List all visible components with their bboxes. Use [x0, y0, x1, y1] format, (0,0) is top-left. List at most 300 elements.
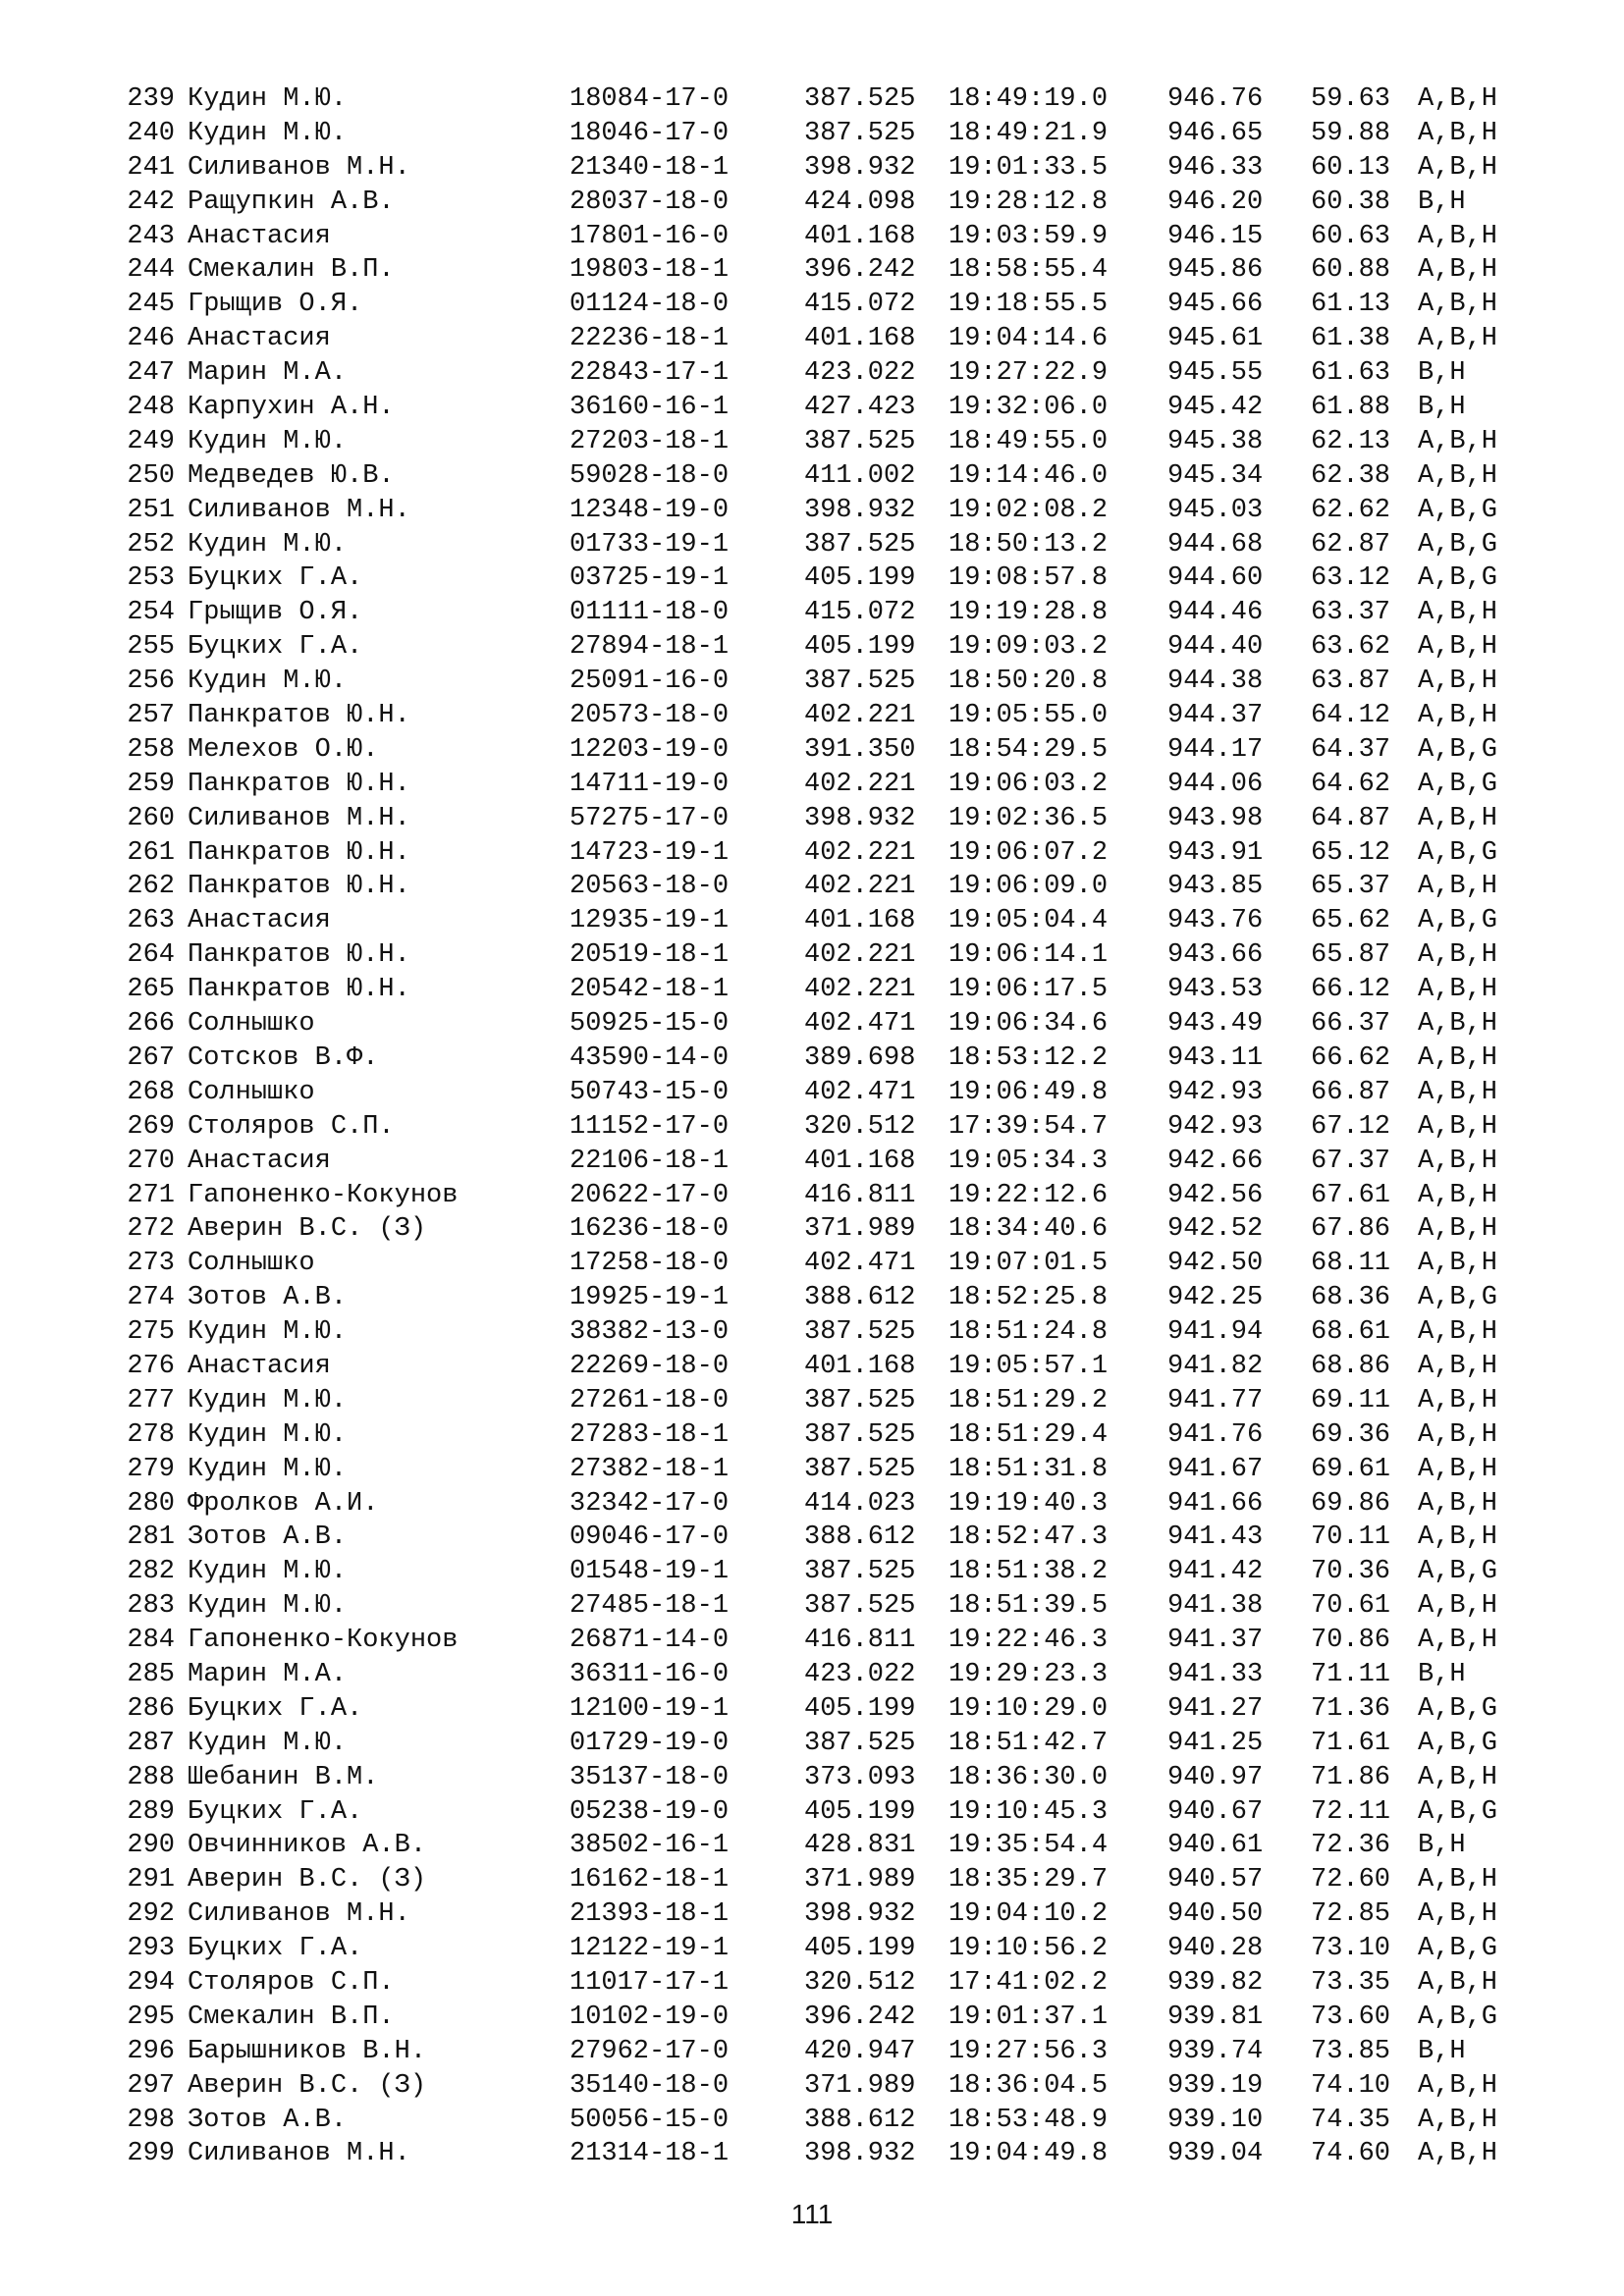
- table-row: [0, 391, 1624, 425]
- points: 63.37: [1311, 598, 1391, 628]
- table-row: [0, 1863, 1624, 1897]
- ring-number: 21340-18-1: [569, 152, 730, 183]
- points: 65.12: [1311, 837, 1391, 868]
- speed: 941.82: [1167, 1351, 1264, 1381]
- table-row: [0, 322, 1624, 356]
- distance: 391.350: [804, 734, 916, 765]
- row-number: 259: [127, 769, 175, 799]
- table-row: [0, 220, 1624, 254]
- points: 67.61: [1311, 1180, 1391, 1210]
- row-number: 270: [127, 1146, 175, 1176]
- owner-name: Силиванов М.Н.: [188, 803, 410, 833]
- arrival-time: 19:04:10.2: [948, 1899, 1109, 1930]
- owner-name: Столяров С.П.: [188, 1111, 395, 1142]
- row-number: 253: [127, 563, 175, 594]
- owner-name: Гапоненко-Кокунов: [188, 1626, 459, 1656]
- flags: A,B,H: [1418, 426, 1498, 456]
- row-number: 243: [127, 221, 175, 251]
- distance: 398.932: [804, 152, 916, 183]
- flags: A,B,G: [1418, 529, 1498, 560]
- row-number: 245: [127, 290, 175, 320]
- owner-name: Анастасия: [188, 906, 331, 936]
- flags: A,B,G: [1418, 769, 1498, 799]
- row-number: 258: [127, 734, 175, 765]
- owner-name: Марин М.А.: [188, 358, 348, 389]
- table-row: [0, 904, 1624, 938]
- row-number: 294: [127, 1967, 175, 1998]
- flags: B,H: [1418, 1831, 1466, 1861]
- speed: 940.67: [1167, 1796, 1264, 1827]
- ring-number: 21314-18-1: [569, 2139, 730, 2169]
- distance: 398.932: [804, 2139, 916, 2169]
- owner-name: Овчинников А.В.: [188, 1831, 427, 1861]
- points: 74.35: [1311, 2105, 1391, 2135]
- ring-number: 01124-18-0: [569, 290, 730, 320]
- distance: 423.022: [804, 358, 916, 389]
- points: 71.86: [1311, 1762, 1391, 1792]
- points: 73.10: [1311, 1934, 1391, 1964]
- speed: 945.66: [1167, 290, 1264, 320]
- owner-name: Силиванов М.Н.: [188, 152, 410, 183]
- arrival-time: 19:05:04.4: [948, 906, 1109, 936]
- distance: 401.168: [804, 221, 916, 251]
- arrival-time: 19:06:34.6: [948, 1009, 1109, 1040]
- owner-name: Смекалин В.П.: [188, 2002, 395, 2032]
- row-number: 285: [127, 1659, 175, 1689]
- distance: 387.525: [804, 118, 916, 148]
- ring-number: 50056-15-0: [569, 2105, 730, 2135]
- arrival-time: 18:51:42.7: [948, 1728, 1109, 1758]
- owner-name: Силиванов М.Н.: [188, 1899, 410, 1930]
- ring-number: 27203-18-1: [569, 426, 730, 456]
- speed: 941.76: [1167, 1419, 1264, 1450]
- owner-name: Кудин М.Ю.: [188, 1385, 348, 1415]
- row-number: 280: [127, 1488, 175, 1519]
- owner-name: Кудин М.Ю.: [188, 1317, 348, 1348]
- arrival-time: 19:27:22.9: [948, 358, 1109, 389]
- arrival-time: 19:01:33.5: [948, 152, 1109, 183]
- row-number: 266: [127, 1009, 175, 1040]
- arrival-time: 19:27:56.3: [948, 2036, 1109, 2066]
- ring-number: 36160-16-1: [569, 393, 730, 423]
- table-row: [0, 2137, 1624, 2171]
- speed: 946.33: [1167, 152, 1264, 183]
- owner-name: Фролков А.И.: [188, 1488, 379, 1519]
- table-row: [0, 768, 1624, 802]
- flags: A,B,G: [1418, 837, 1498, 868]
- distance: 387.525: [804, 1317, 916, 1348]
- flags: A,B,H: [1418, 1317, 1498, 1348]
- row-number: 291: [127, 1865, 175, 1896]
- flags: A,B,G: [1418, 906, 1498, 936]
- ring-number: 17258-18-0: [569, 1249, 730, 1279]
- points: 63.62: [1311, 632, 1391, 663]
- ring-number: 12122-19-1: [569, 1934, 730, 1964]
- row-number: 251: [127, 495, 175, 525]
- distance: 405.199: [804, 1693, 916, 1724]
- table-row: [0, 356, 1624, 391]
- flags: B,H: [1418, 393, 1466, 423]
- row-number: 257: [127, 701, 175, 731]
- points: 64.12: [1311, 701, 1391, 731]
- ring-number: 21393-18-1: [569, 1899, 730, 1930]
- arrival-time: 19:08:57.8: [948, 563, 1109, 594]
- table-row: [0, 1521, 1624, 1555]
- table-row: [0, 528, 1624, 562]
- flags: A,B,H: [1418, 632, 1498, 663]
- points: 72.11: [1311, 1796, 1391, 1827]
- ring-number: 18046-17-0: [569, 118, 730, 148]
- ring-number: 20573-18-0: [569, 701, 730, 731]
- table-row: [0, 186, 1624, 220]
- ring-number: 05238-19-0: [569, 1796, 730, 1827]
- row-number: 242: [127, 187, 175, 217]
- points: 67.37: [1311, 1146, 1391, 1176]
- row-number: 250: [127, 460, 175, 491]
- table-row: [0, 82, 1624, 117]
- table-row: [0, 253, 1624, 288]
- row-number: 298: [127, 2105, 175, 2135]
- row-number: 260: [127, 803, 175, 833]
- points: 68.61: [1311, 1317, 1391, 1348]
- row-number: 283: [127, 1591, 175, 1622]
- row-number: 264: [127, 940, 175, 971]
- arrival-time: 19:09:03.2: [948, 632, 1109, 663]
- arrival-time: 19:32:06.0: [948, 393, 1109, 423]
- distance: 416.811: [804, 1626, 916, 1656]
- distance: 401.168: [804, 906, 916, 936]
- points: 62.87: [1311, 529, 1391, 560]
- speed: 946.76: [1167, 84, 1264, 114]
- row-number: 295: [127, 2002, 175, 2032]
- points: 60.38: [1311, 187, 1391, 217]
- flags: A,B,H: [1418, 118, 1498, 148]
- distance: 387.525: [804, 1385, 916, 1415]
- owner-name: Анастасия: [188, 1146, 331, 1176]
- distance: 387.525: [804, 84, 916, 114]
- distance: 388.612: [804, 2105, 916, 2135]
- points: 60.88: [1311, 255, 1391, 286]
- arrival-time: 19:07:01.5: [948, 1249, 1109, 1279]
- ring-number: 11017-17-1: [569, 1967, 730, 1998]
- distance: 405.199: [804, 1796, 916, 1827]
- owner-name: Анастасия: [188, 324, 331, 354]
- ring-number: 12348-19-0: [569, 495, 730, 525]
- flags: A,B,G: [1418, 563, 1498, 594]
- row-number: 277: [127, 1385, 175, 1415]
- owner-name: Кудин М.Ю.: [188, 84, 348, 114]
- row-number: 246: [127, 324, 175, 354]
- table-row: [0, 802, 1624, 836]
- points: 71.11: [1311, 1659, 1391, 1689]
- ring-number: 38502-16-1: [569, 1831, 730, 1861]
- row-number: 248: [127, 393, 175, 423]
- distance: 415.072: [804, 290, 916, 320]
- points: 65.62: [1311, 906, 1391, 936]
- ring-number: 27894-18-1: [569, 632, 730, 663]
- arrival-time: 19:10:56.2: [948, 1934, 1109, 1964]
- owner-name: Буцких Г.А.: [188, 1693, 363, 1724]
- flags: A,B,H: [1418, 1180, 1498, 1210]
- owner-name: Панкратов Ю.Н.: [188, 837, 410, 868]
- table-row: [0, 938, 1624, 973]
- owner-name: Марин М.А.: [188, 1659, 348, 1689]
- arrival-time: 19:35:54.4: [948, 1831, 1109, 1861]
- points: 67.86: [1311, 1214, 1391, 1245]
- table-row: [0, 733, 1624, 768]
- table-row: [0, 1897, 1624, 1932]
- speed: 945.34: [1167, 460, 1264, 491]
- distance: 401.168: [804, 1351, 916, 1381]
- flags: A,B,H: [1418, 324, 1498, 354]
- page-number: 111: [790, 2199, 834, 2229]
- owner-name: Столяров С.П.: [188, 1967, 395, 1998]
- points: 66.37: [1311, 1009, 1391, 1040]
- owner-name: Аверин В.С. (З): [188, 2070, 427, 2101]
- arrival-time: 19:29:23.3: [948, 1659, 1109, 1689]
- owner-name: Буцких Г.А.: [188, 1796, 363, 1827]
- row-number: 252: [127, 529, 175, 560]
- flags: B,H: [1418, 358, 1466, 389]
- points: 70.11: [1311, 1522, 1391, 1553]
- owner-name: Барышников В.Н.: [188, 2036, 427, 2066]
- points: 74.10: [1311, 2070, 1391, 2101]
- owner-name: Зотов А.В.: [188, 1283, 348, 1313]
- speed: 944.40: [1167, 632, 1264, 663]
- speed: 944.06: [1167, 769, 1264, 799]
- owner-name: Солнышко: [188, 1249, 315, 1279]
- speed: 946.15: [1167, 221, 1264, 251]
- row-number: 276: [127, 1351, 175, 1381]
- flags: A,B,H: [1418, 1385, 1498, 1415]
- owner-name: Кудин М.Ю.: [188, 667, 348, 697]
- distance: 320.512: [804, 1967, 916, 1998]
- points: 61.13: [1311, 290, 1391, 320]
- points: 68.36: [1311, 1283, 1391, 1313]
- owner-name: Анастасия: [188, 221, 331, 251]
- speed: 941.94: [1167, 1317, 1264, 1348]
- points: 71.61: [1311, 1728, 1391, 1758]
- flags: A,B,G: [1418, 1693, 1498, 1724]
- arrival-time: 18:36:04.5: [948, 2070, 1109, 2101]
- owner-name: Кудин М.Ю.: [188, 1728, 348, 1758]
- speed: 942.93: [1167, 1111, 1264, 1142]
- owner-name: Кудин М.Ю.: [188, 426, 348, 456]
- ring-number: 14711-19-0: [569, 769, 730, 799]
- owner-name: Аверин В.С. (З): [188, 1214, 427, 1245]
- distance: 387.525: [804, 667, 916, 697]
- owner-name: Грыщив О.Я.: [188, 598, 363, 628]
- row-number: 249: [127, 426, 175, 456]
- flags: A,B,H: [1418, 803, 1498, 833]
- distance: 402.221: [804, 701, 916, 731]
- row-number: 244: [127, 255, 175, 286]
- distance: 420.947: [804, 2036, 916, 2066]
- flags: A,B,G: [1418, 2002, 1498, 2032]
- distance: 416.811: [804, 1180, 916, 1210]
- flags: A,B,H: [1418, 1111, 1498, 1142]
- distance: 371.989: [804, 1214, 916, 1245]
- owner-name: Панкратов Ю.Н.: [188, 701, 410, 731]
- flags: B,H: [1418, 1659, 1466, 1689]
- speed: 944.37: [1167, 701, 1264, 731]
- flags: A,B,G: [1418, 1283, 1498, 1313]
- points: 72.36: [1311, 1831, 1391, 1861]
- table-row: [0, 151, 1624, 186]
- row-number: 254: [127, 598, 175, 628]
- speed: 945.61: [1167, 324, 1264, 354]
- table-row: [0, 1384, 1624, 1418]
- owner-name: Аверин В.С. (З): [188, 1865, 427, 1896]
- flags: B,H: [1418, 2036, 1466, 2066]
- ring-number: 28037-18-0: [569, 187, 730, 217]
- table-row: [0, 665, 1624, 699]
- distance: 402.471: [804, 1009, 916, 1040]
- table-row: [0, 699, 1624, 733]
- ring-number: 16162-18-1: [569, 1865, 730, 1896]
- flags: A,B,H: [1418, 975, 1498, 1005]
- arrival-time: 19:19:28.8: [948, 598, 1109, 628]
- arrival-time: 18:35:29.7: [948, 1865, 1109, 1896]
- speed: 944.68: [1167, 529, 1264, 560]
- owner-name: Ращупкин А.В.: [188, 187, 395, 217]
- ring-number: 19803-18-1: [569, 255, 730, 286]
- speed: 940.50: [1167, 1899, 1264, 1930]
- row-number: 286: [127, 1693, 175, 1724]
- row-number: 256: [127, 667, 175, 697]
- flags: A,B,H: [1418, 1626, 1498, 1656]
- distance: 396.242: [804, 2002, 916, 2032]
- flags: A,B,H: [1418, 1522, 1498, 1553]
- flags: A,B,H: [1418, 598, 1498, 628]
- ring-number: 22269-18-0: [569, 1351, 730, 1381]
- distance: 387.525: [804, 1557, 916, 1587]
- speed: 944.60: [1167, 563, 1264, 594]
- ring-number: 22106-18-1: [569, 1146, 730, 1176]
- speed: 943.98: [1167, 803, 1264, 833]
- points: 60.63: [1311, 221, 1391, 251]
- flags: A,B,H: [1418, 1591, 1498, 1622]
- speed: 941.67: [1167, 1454, 1264, 1484]
- arrival-time: 19:06:49.8: [948, 1077, 1109, 1107]
- ring-number: 27261-18-0: [569, 1385, 730, 1415]
- points: 66.12: [1311, 975, 1391, 1005]
- owner-name: Солнышко: [188, 1077, 315, 1107]
- flags: A,B,H: [1418, 1865, 1498, 1896]
- row-number: 269: [127, 1111, 175, 1142]
- arrival-time: 18:54:29.5: [948, 734, 1109, 765]
- arrival-time: 18:52:25.8: [948, 1283, 1109, 1313]
- table-row: [0, 1487, 1624, 1522]
- owner-name: Силиванов М.Н.: [188, 2139, 410, 2169]
- points: 68.11: [1311, 1249, 1391, 1279]
- ring-number: 35137-18-0: [569, 1762, 730, 1792]
- ring-number: 16236-18-0: [569, 1214, 730, 1245]
- flags: A,B,H: [1418, 221, 1498, 251]
- arrival-time: 19:19:40.3: [948, 1488, 1109, 1519]
- row-number: 297: [127, 2070, 175, 2101]
- ring-number: 50743-15-0: [569, 1077, 730, 1107]
- flags: A,B,G: [1418, 1557, 1498, 1587]
- ring-number: 27283-18-1: [569, 1419, 730, 1450]
- table-row: [0, 1247, 1624, 1281]
- distance: 424.098: [804, 187, 916, 217]
- points: 67.12: [1311, 1111, 1391, 1142]
- distance: 371.989: [804, 1865, 916, 1896]
- row-number: 275: [127, 1317, 175, 1348]
- ring-number: 38382-13-0: [569, 1317, 730, 1348]
- flags: A,B,H: [1418, 1419, 1498, 1450]
- distance: 411.002: [804, 460, 916, 491]
- ring-number: 43590-14-0: [569, 1042, 730, 1073]
- arrival-time: 18:51:39.5: [948, 1591, 1109, 1622]
- arrival-time: 19:22:12.6: [948, 1180, 1109, 1210]
- arrival-time: 19:06:07.2: [948, 837, 1109, 868]
- distance: 402.471: [804, 1077, 916, 1107]
- speed: 943.53: [1167, 975, 1264, 1005]
- table-row: [0, 1624, 1624, 1658]
- table-row: [0, 1692, 1624, 1727]
- owner-name: Гапоненко-Кокунов: [188, 1180, 459, 1210]
- table-row: [0, 1315, 1624, 1350]
- table-row: [0, 1829, 1624, 1863]
- arrival-time: 18:49:19.0: [948, 84, 1109, 114]
- speed: 943.91: [1167, 837, 1264, 868]
- row-number: 287: [127, 1728, 175, 1758]
- flags: A,B,H: [1418, 701, 1498, 731]
- arrival-time: 19:02:36.5: [948, 803, 1109, 833]
- row-number: 288: [127, 1762, 175, 1792]
- points: 63.12: [1311, 563, 1391, 594]
- ring-number: 12935-19-1: [569, 906, 730, 936]
- flags: A,B,H: [1418, 872, 1498, 902]
- table-row: [0, 630, 1624, 665]
- table-row: [0, 459, 1624, 494]
- owner-name: Шебанин В.М.: [188, 1762, 379, 1792]
- speed: 943.85: [1167, 872, 1264, 902]
- points: 70.86: [1311, 1626, 1391, 1656]
- arrival-time: 18:36:30.0: [948, 1762, 1109, 1792]
- speed: 945.42: [1167, 393, 1264, 423]
- points: 69.86: [1311, 1488, 1391, 1519]
- table-row: [0, 1589, 1624, 1624]
- table-row: [0, 1761, 1624, 1795]
- ring-number: 01733-19-1: [569, 529, 730, 560]
- flags: A,B,H: [1418, 1762, 1498, 1792]
- speed: 940.57: [1167, 1865, 1264, 1896]
- flags: A,B,H: [1418, 84, 1498, 114]
- owner-name: Сотсков В.Ф.: [188, 1042, 379, 1073]
- arrival-time: 19:10:45.3: [948, 1796, 1109, 1827]
- points: 61.63: [1311, 358, 1391, 389]
- speed: 940.28: [1167, 1934, 1264, 1964]
- speed: 943.66: [1167, 940, 1264, 971]
- ring-number: 19925-19-1: [569, 1283, 730, 1313]
- distance: 402.221: [804, 975, 916, 1005]
- owner-name: Кудин М.Ю.: [188, 118, 348, 148]
- ring-number: 35140-18-0: [569, 2070, 730, 2101]
- speed: 941.66: [1167, 1488, 1264, 1519]
- arrival-time: 18:50:20.8: [948, 667, 1109, 697]
- row-number: 281: [127, 1522, 175, 1553]
- distance: 402.471: [804, 1249, 916, 1279]
- speed: 939.19: [1167, 2070, 1264, 2101]
- arrival-time: 17:41:02.2: [948, 1967, 1109, 1998]
- owner-name: Панкратов Ю.Н.: [188, 872, 410, 902]
- owner-name: Кудин М.Ю.: [188, 1591, 348, 1622]
- row-number: 289: [127, 1796, 175, 1827]
- points: 59.63: [1311, 84, 1391, 114]
